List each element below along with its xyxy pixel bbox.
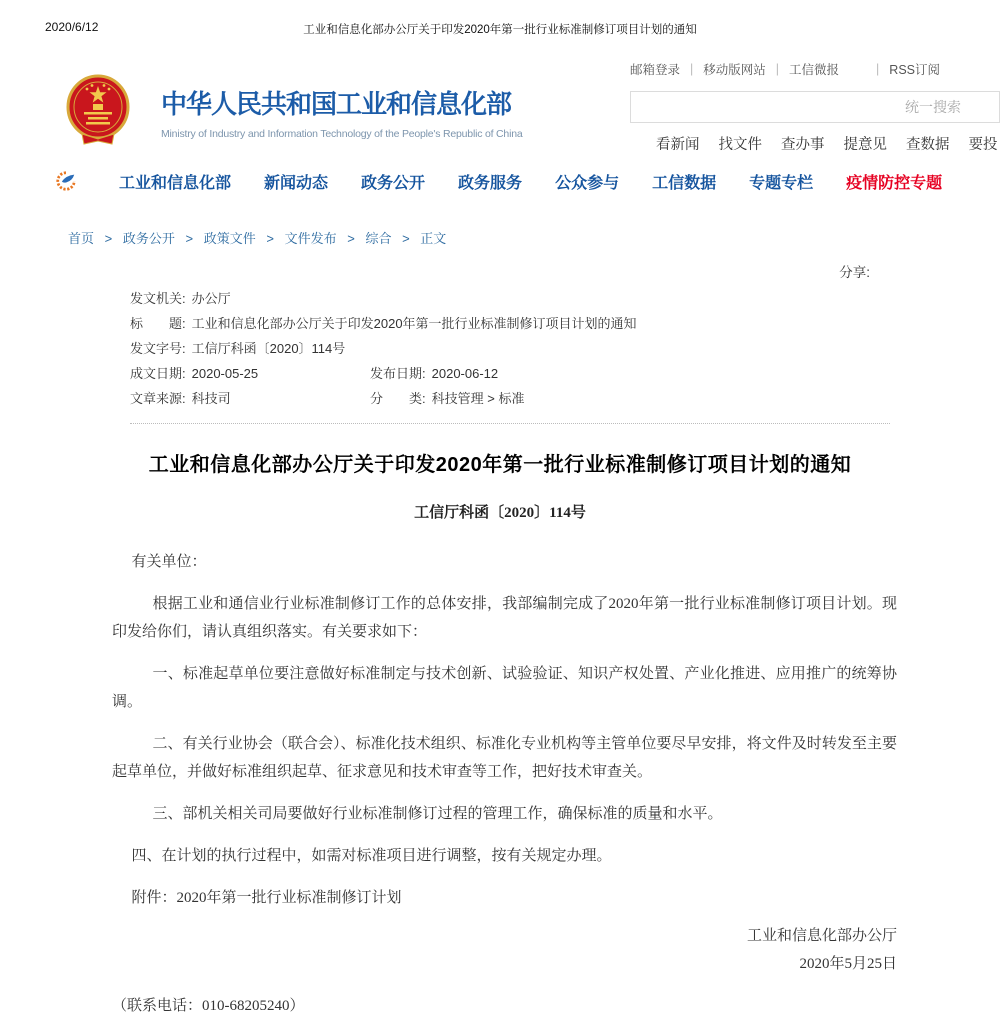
breadcrumb-separator: > xyxy=(266,231,274,246)
paragraph-3: 二、有关行业协会（联合会）、标准化技术组织、标准化专业机构等主管单位要尽早安排，将文件及时转发至主要起草单位，并做好标准组织起草、征求意见和技术审查等工作，把好技术审查关。 xyxy=(112,736,897,780)
attachment-line: 附件：2020年第一批行业标准制修订计划 xyxy=(131,890,402,906)
site-name-english: Ministry of Industry and Information Technology of the People's Republic of China xyxy=(161,128,523,140)
signer: 工业和信息化部办公厅 xyxy=(746,928,897,944)
breadcrumb-separator: > xyxy=(104,231,113,246)
share-row xyxy=(0,261,1000,278)
paragraph-5: 四、在计划的执行过程中，如需对标准项目进行调整，按有关规定办理。 xyxy=(131,848,612,864)
nav-item-gov-open[interactable]: 政务公开 xyxy=(361,174,426,192)
breadcrumb-separator: > xyxy=(347,231,355,246)
nav-item-epidemic-topic[interactable]: 疫情防控专题 xyxy=(846,174,943,192)
top-link-mobile-site[interactable]: 移动版网站 xyxy=(703,63,766,77)
article xyxy=(0,448,1000,1020)
quick-link-submit[interactable]: 要投 xyxy=(968,137,998,153)
quick-links xyxy=(656,133,1000,154)
nav-item-icit-data[interactable]: 工信数据 xyxy=(652,174,717,192)
meta-category-value: 科技管理 > 标准 xyxy=(431,391,525,406)
miit-logo-icon xyxy=(55,170,77,192)
quick-link-find-documents[interactable]: 找文件 xyxy=(718,137,762,153)
brand-text xyxy=(161,84,523,140)
print-date: 2020/6/12 xyxy=(45,20,99,34)
breadcrumb-home[interactable]: 首页 xyxy=(68,231,95,246)
site-header xyxy=(0,60,1000,153)
meta-org-label: 发文机关: xyxy=(130,291,186,306)
link-separator: | xyxy=(690,62,694,76)
quick-link-check-data[interactable]: 查数据 xyxy=(906,137,950,153)
meta-org-value: 办公厅 xyxy=(191,291,231,306)
meta-title-value: 工业和信息化部办公厅关于印发2020年第一批行业标准制修订项目计划的通知 xyxy=(191,316,637,331)
meta-written-date-value: 2020-05-25 xyxy=(191,366,259,381)
top-link-wechat-press[interactable]: 工信微报 xyxy=(789,63,840,77)
meta-source-value: 科技司 xyxy=(191,391,231,406)
meta-written-date xyxy=(130,361,370,386)
meta-category xyxy=(370,391,524,406)
doc-number: 工信厅科函〔2020〕114号 xyxy=(414,505,586,521)
print-page-title: 工业和信息化部办公厅关于印发2020年第一批行业标准制修订项目计划的通知 xyxy=(303,24,697,36)
paragraph-2: 一、标准起草单位要注意做好标准制定与技术创新、试验验证、知识产权处置、产业化推进、应用推广的统筹协调。 xyxy=(112,666,897,710)
link-separator: | xyxy=(775,62,780,76)
meta-written-date-label: 成文日期: xyxy=(130,366,186,381)
breadcrumb-policy-docs[interactable]: 政策文件 xyxy=(203,231,256,246)
nav-item-public-participation[interactable]: 公众参与 xyxy=(555,174,620,192)
header-right xyxy=(630,60,1000,153)
nav-item-news[interactable]: 新闻动态 xyxy=(264,174,329,192)
top-link-rss[interactable]: RSS订阅 xyxy=(889,63,940,77)
national-emblem-icon xyxy=(55,74,143,153)
breadcrumb-separator: > xyxy=(185,231,194,246)
print-preview-header xyxy=(0,0,1000,38)
quick-link-give-suggestions[interactable]: 提意见 xyxy=(843,137,887,153)
nav-item-special-topics[interactable]: 专题专栏 xyxy=(749,174,814,192)
quick-link-read-news[interactable]: 看新闻 xyxy=(656,137,700,153)
meta-row-org xyxy=(130,286,890,311)
breadcrumb-doc-release[interactable]: 文件发布 xyxy=(284,231,337,246)
signature-block xyxy=(112,922,897,978)
search-input[interactable] xyxy=(630,91,1000,123)
paragraph-1: 根据工业和通信业行业标准制修订工作的总体安排，我部编制完成了2020年第一批行业标准制修订项目计划。现印发给你们，请认真组织落实。有关要求如下： xyxy=(112,596,897,640)
breadcrumb-current: 正文 xyxy=(420,231,447,246)
nav-item-gov-service[interactable]: 政务服务 xyxy=(458,174,523,192)
meta-source xyxy=(130,386,370,411)
meta-source-label: 文章来源: xyxy=(130,391,186,406)
sign-date: 2020年5月25日 xyxy=(799,956,897,972)
breadcrumb-gov-open[interactable]: 政务公开 xyxy=(122,231,175,246)
site-name: 中华人民共和国工业和信息化部 xyxy=(161,89,512,119)
breadcrumb xyxy=(0,228,1000,247)
meta-row-title xyxy=(130,311,890,336)
article-body xyxy=(112,548,897,1020)
meta-title-label: 标 题: xyxy=(130,316,186,331)
main-nav xyxy=(0,168,1000,194)
meta-category-label: 分 类: xyxy=(370,391,426,406)
top-links xyxy=(630,60,1000,78)
breadcrumb-general[interactable]: 综合 xyxy=(365,231,392,246)
paragraph-4: 三、部机关相关司局要做好行业标准制修订过程的管理工作，确保标准的质量和水平。 xyxy=(152,806,723,822)
link-separator: | xyxy=(876,62,880,76)
salutation: 有关单位： xyxy=(131,554,207,570)
meta-publish-date-value: 2020-06-12 xyxy=(431,366,499,381)
meta-publish-date-label: 发布日期: xyxy=(370,366,426,381)
nav-item-miit[interactable]: 工业和信息化部 xyxy=(119,174,232,192)
article-title: 工业和信息化部办公厅关于印发2020年第一批行业标准制修订项目计划的通知 xyxy=(148,454,852,476)
meta-number-value: 工信厅科函〔2020〕114号 xyxy=(191,341,346,356)
meta-row-source xyxy=(130,386,890,411)
share-label: 分享: xyxy=(839,265,870,280)
quick-link-check-services[interactable]: 查办事 xyxy=(781,137,825,153)
top-link-mail-login[interactable]: 邮箱登录 xyxy=(630,63,681,77)
meta-row-dates xyxy=(130,361,890,386)
contact-line: （联系电话：010-68205240） xyxy=(112,998,305,1014)
document-meta xyxy=(130,286,890,424)
meta-row-number xyxy=(130,336,890,361)
site-brand[interactable] xyxy=(55,60,523,150)
meta-number-label: 发文字号: xyxy=(130,341,186,356)
breadcrumb-separator: > xyxy=(402,231,410,246)
meta-publish-date xyxy=(370,366,498,381)
